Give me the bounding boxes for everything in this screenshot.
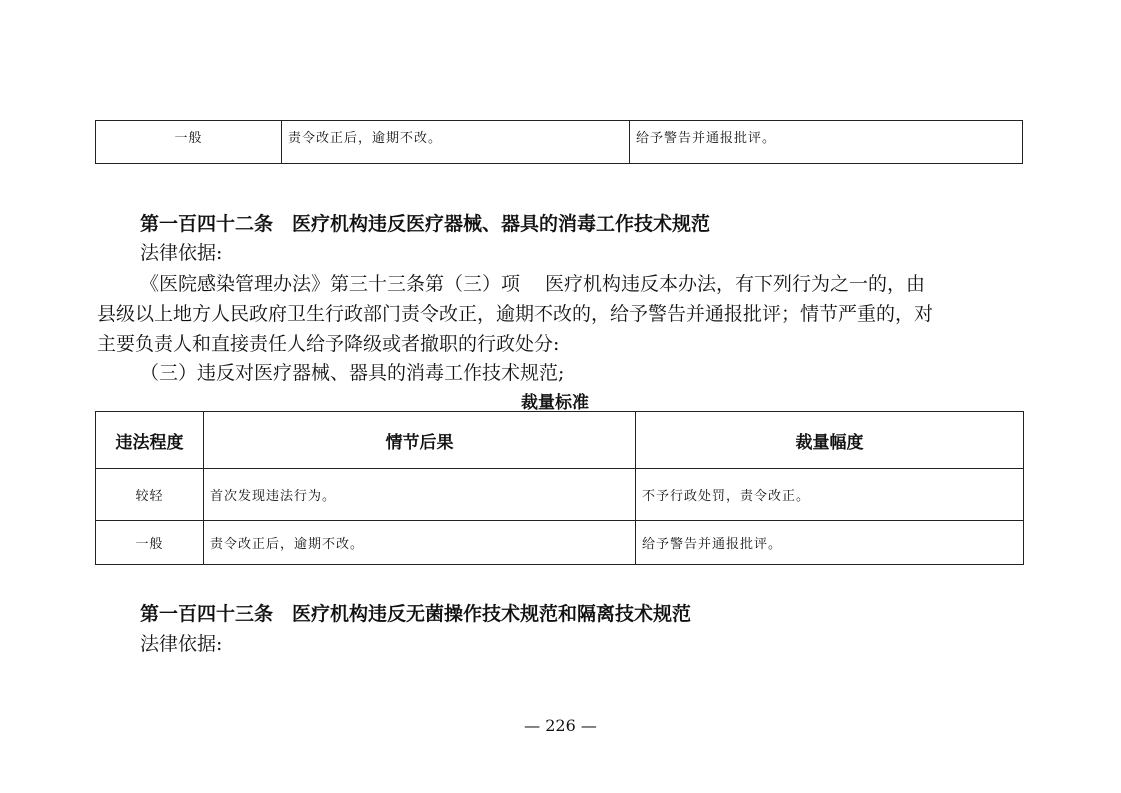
violation-level-cell: 一般: [96, 121, 282, 164]
article-142-item: （三）违反对医疗器械、器具的消毒工作技术规范;: [140, 362, 565, 384]
table-row: [96, 469, 1024, 521]
table-row: [96, 521, 1024, 565]
article-143-title: 第一百四十三条 医疗机构违反无菌操作技术规范和隔离技术规范: [140, 603, 692, 625]
penalty-cell: 给予警告并通报批评。: [630, 121, 1023, 164]
article-142-paragraph-line-2: 县级以上地方人民政府卫生行政部门责令改正，逾期不改的，给予警告并通报批评；情节严重的，对: [97, 303, 934, 325]
header-circumstance: 情节后果: [204, 412, 636, 469]
standard-table: [95, 411, 1024, 565]
header-penalty: 裁量幅度: [636, 412, 1024, 469]
header-violation-level: 违法程度: [96, 412, 204, 469]
penalty-cell: 给予警告并通报批评。: [636, 521, 1024, 565]
circumstance-cell: 责令改正后，逾期不改。: [204, 521, 636, 565]
table-header-row: [96, 412, 1024, 469]
violation-level-cell: 较轻: [96, 469, 204, 521]
circumstance-cell: 首次发现违法行为。: [204, 469, 636, 521]
violation-level-cell: 一般: [96, 521, 204, 565]
standard-table-caption: 裁量标准: [521, 393, 589, 413]
penalty-cell: 不予行政处罚，责令改正。: [636, 469, 1024, 521]
article-143-basis-label: 法律依据:: [140, 633, 223, 655]
article-142-title: 第一百四十二条 医疗机构违反医疗器械、器具的消毒工作技术规范: [140, 213, 711, 235]
previous-standard-table: [95, 120, 1023, 164]
page-number: — 226 —: [524, 716, 597, 735]
article-142-paragraph-line-1: 《医院感染管理办法》第三十三条第（三）项 医疗机构违反本办法，有下列行为之一的，由: [140, 273, 926, 295]
circumstance-cell: 责令改正后，逾期不改。: [282, 121, 630, 164]
table-row: [96, 121, 1023, 164]
article-142-basis-label: 法律依据:: [140, 242, 223, 264]
article-142-paragraph-line-3: 主要负责人和直接责任人给予降级或者撤职的行政处分:: [97, 333, 560, 355]
